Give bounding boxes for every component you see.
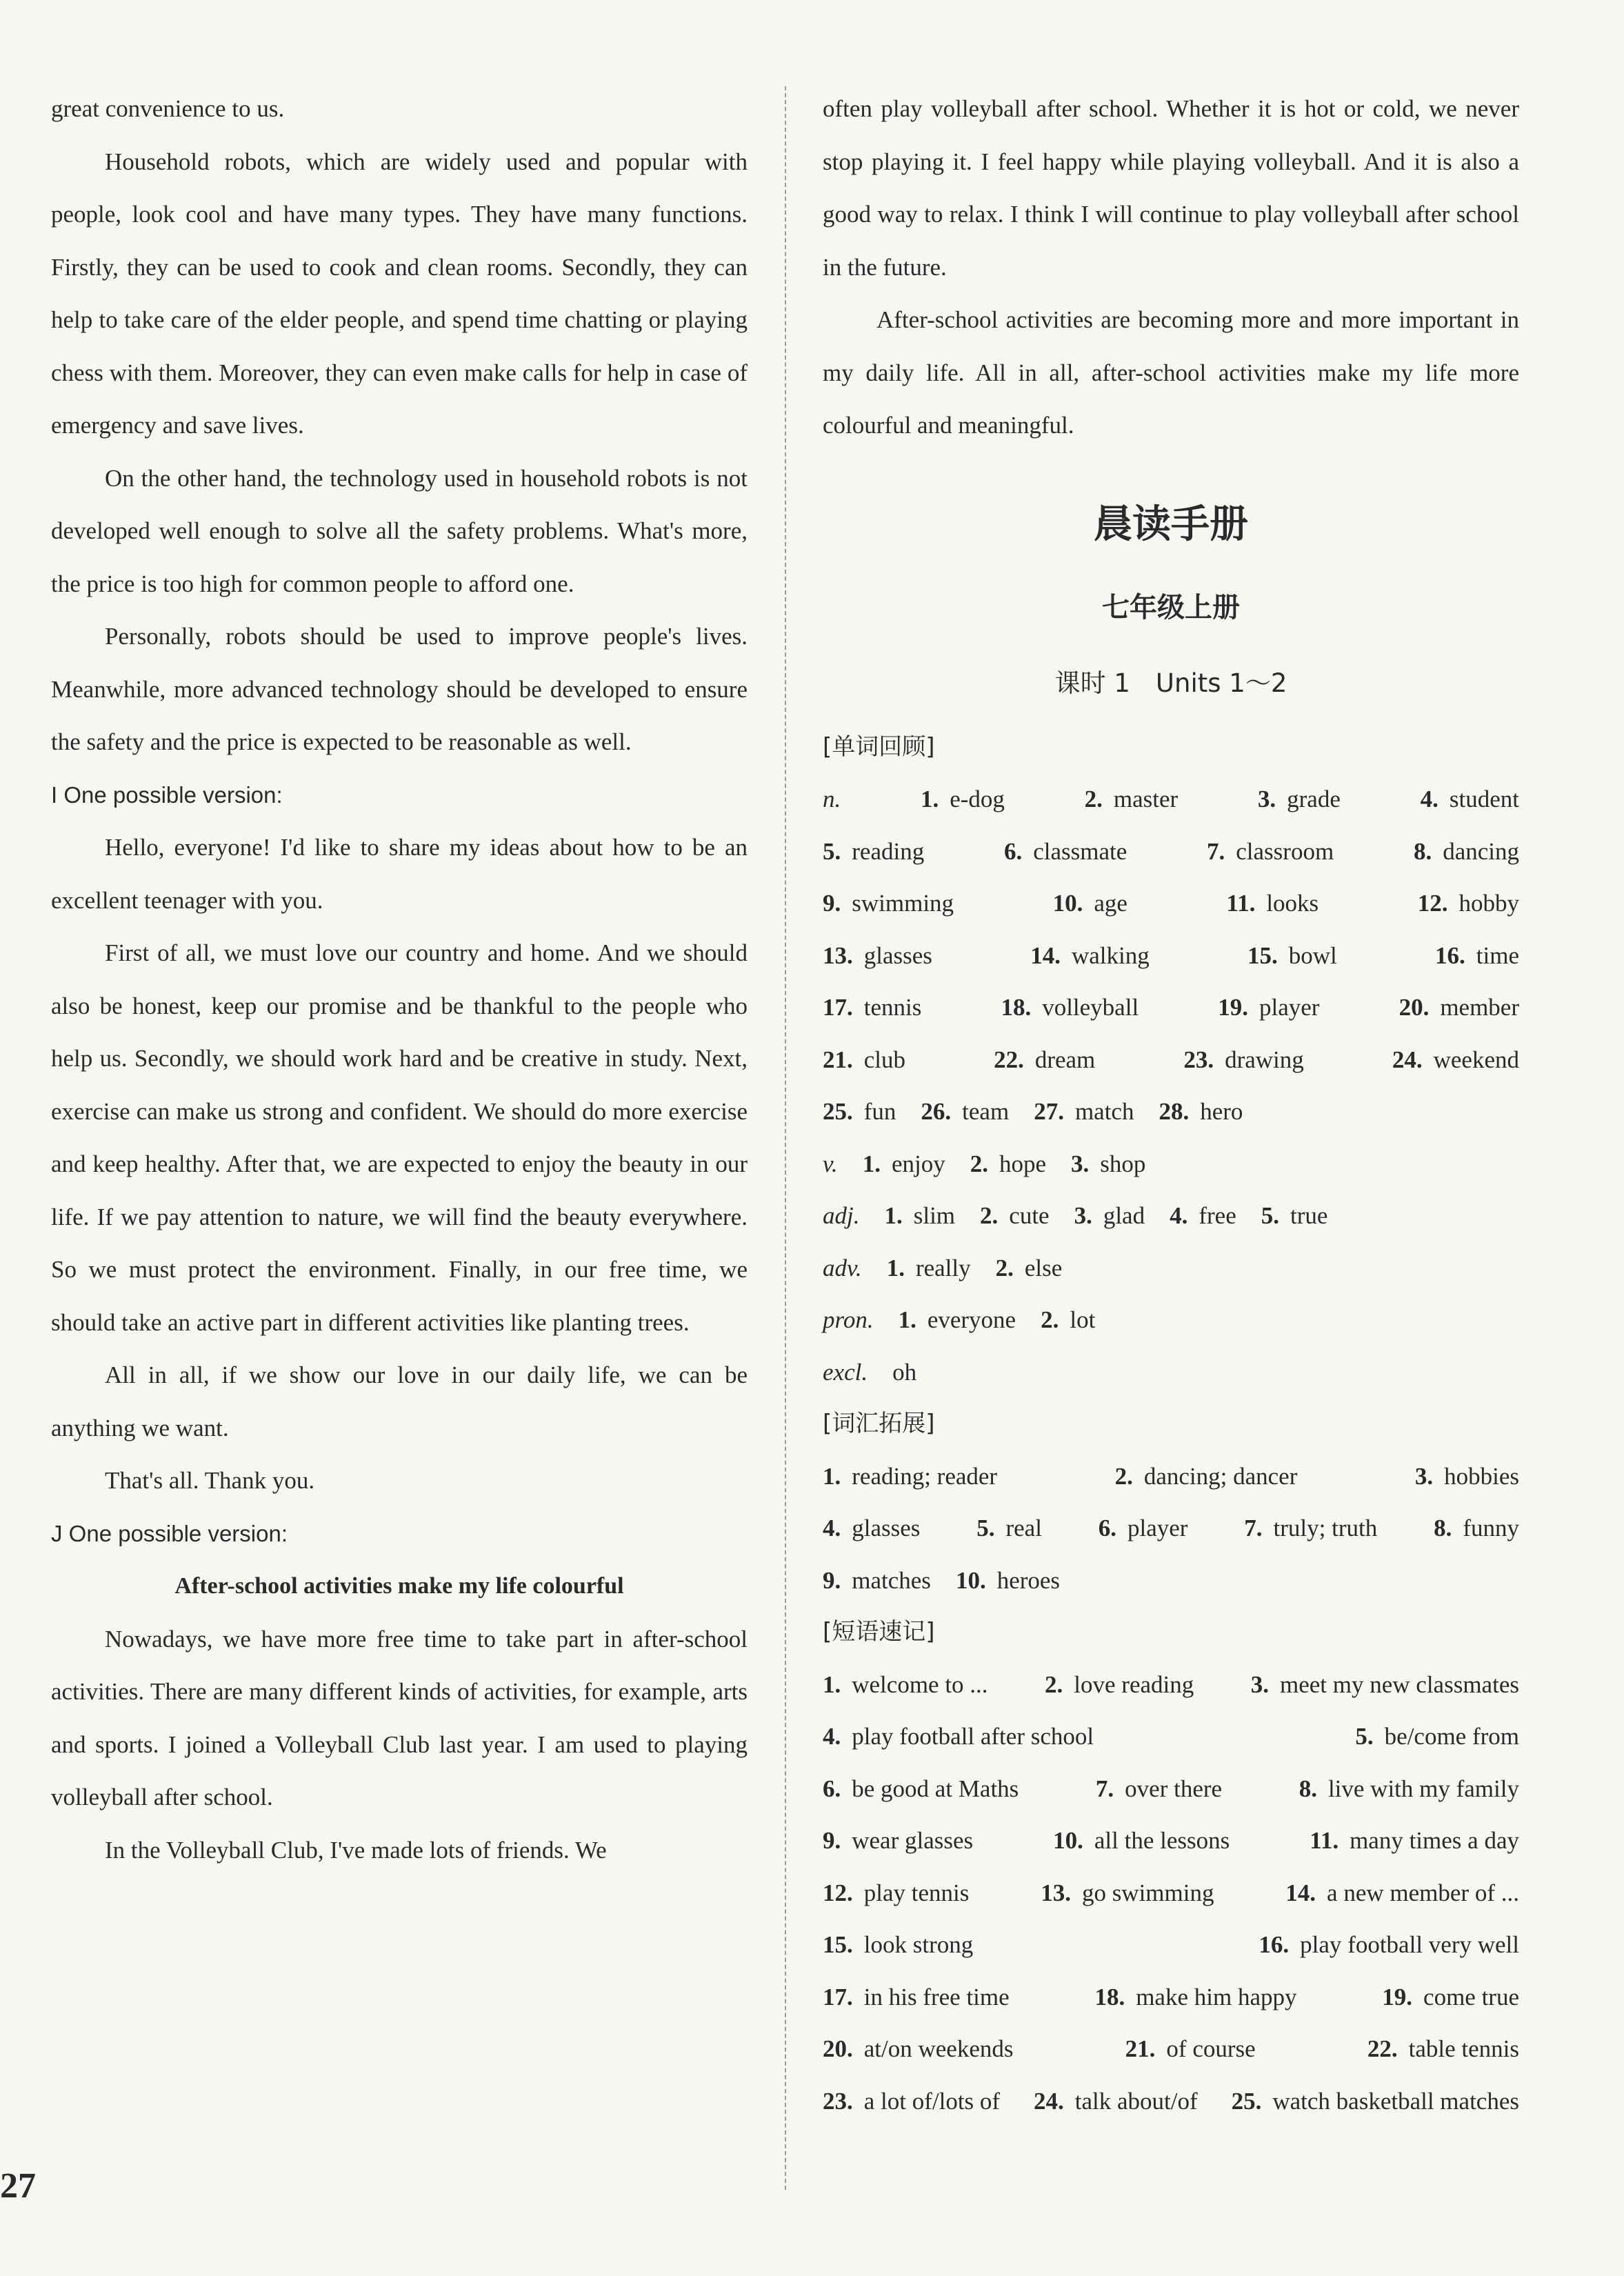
item-number: 6. <box>1003 837 1023 865</box>
item-text: many times a day <box>1350 1827 1519 1854</box>
item-number: 28. <box>1159 1098 1190 1125</box>
answer-item <box>1434 1502 1519 1555</box>
item-number: 23. <box>1183 1046 1214 1073</box>
item-number: 10. <box>955 1566 986 1594</box>
paragraph: often play volleyball after school. Whether it is hot or cold, we never stop playing it. I feel happy while playing volleyball. And it is also a good way to relax. I think I will continue to play volleyball after school in the future. <box>823 95 1519 281</box>
answer-row <box>823 1034 1519 1086</box>
item-text: real <box>1005 1515 1042 1541</box>
item-text: meet my new classmates <box>1280 1670 1519 1698</box>
item-number: 21. <box>1125 2035 1156 2062</box>
item-text: lot <box>1070 1306 1096 1333</box>
answer-item <box>823 826 924 878</box>
item-text: watch basketball matches <box>1272 2087 1519 2115</box>
column-divider <box>785 86 786 2190</box>
item-number: 1. <box>823 1462 841 1490</box>
item-number: 27. <box>1034 1098 1064 1125</box>
answer-item <box>1053 1815 1230 1867</box>
item-number: 15. <box>1247 941 1278 969</box>
answer-item <box>1041 1867 1214 1919</box>
item-number: 2. <box>1041 1306 1059 1333</box>
answer-item <box>1030 930 1150 982</box>
item-text: bowl <box>1288 941 1337 969</box>
item-number: 12. <box>1417 890 1448 917</box>
item-text: love reading <box>1074 1670 1194 1698</box>
item-number: 2. <box>980 1202 999 1229</box>
item-number: 9. <box>823 890 841 917</box>
item-text: club <box>863 1046 906 1073</box>
answer-item <box>823 1555 931 1607</box>
answer-item <box>823 1086 896 1138</box>
answer-item <box>1418 877 1519 930</box>
item-number: 19. <box>1382 1983 1413 2010</box>
item-number: 21. <box>823 1046 853 1073</box>
item-number: 24. <box>1392 1046 1423 1073</box>
answer-item <box>1071 1138 1145 1190</box>
item-text: shop <box>1100 1150 1146 1177</box>
answer-row <box>823 1502 1519 1555</box>
item-text: hope <box>999 1150 1046 1177</box>
item-text: cute <box>1009 1202 1050 1229</box>
item-text: tennis <box>863 994 922 1021</box>
excl-row <box>823 1346 1519 1399</box>
item-number: 20. <box>1399 994 1430 1021</box>
item-number: 11. <box>1226 890 1256 917</box>
answer-item <box>1001 981 1139 1034</box>
item-text: swimming <box>852 890 954 917</box>
pron-row <box>823 1294 1519 1346</box>
answer-item <box>1261 1190 1328 1242</box>
item-number: 15. <box>823 1931 853 1958</box>
item-number: 4. <box>1420 786 1438 812</box>
item-text: table tennis <box>1408 2035 1519 2062</box>
answer-item <box>1074 1190 1145 1242</box>
item-number: 8. <box>1434 1515 1452 1541</box>
answer-item <box>1299 1763 1519 1815</box>
item-text: come true <box>1423 1983 1519 2010</box>
adv-row <box>823 1242 1519 1295</box>
item-text: classmate <box>1033 837 1127 865</box>
answer-item <box>823 1919 973 1971</box>
answer-item <box>1096 1763 1222 1815</box>
answer-item <box>976 1502 1042 1555</box>
answer-item <box>970 1138 1046 1190</box>
answer-item <box>823 2023 1013 2075</box>
answer-item <box>994 1034 1095 1086</box>
answer-item <box>1183 1034 1303 1086</box>
answer-item <box>980 1190 1050 1242</box>
section-heading: 晨读手册 <box>1094 501 1248 547</box>
item-text: free <box>1199 1202 1236 1229</box>
answer-item <box>1094 1971 1296 2024</box>
item-number: 6. <box>823 1775 841 1802</box>
item-text: reading; reader <box>852 1462 998 1490</box>
item-number: 16. <box>1259 1931 1290 1958</box>
answer-item <box>1285 1867 1519 1919</box>
verb-row <box>823 1138 1519 1190</box>
item-number: 2. <box>1045 1670 1063 1698</box>
answer-item <box>823 1710 1094 1763</box>
answer-item <box>1415 1450 1519 1503</box>
item-text: dancing <box>1443 837 1519 865</box>
item-number: 2. <box>970 1150 988 1177</box>
item-number: 25. <box>823 1098 853 1125</box>
item-text: true <box>1290 1202 1328 1229</box>
item-number: 1. <box>920 786 939 812</box>
answer-row <box>823 877 1519 930</box>
item-text: member <box>1440 994 1519 1021</box>
item-number: 9. <box>823 1566 841 1594</box>
item-text: welcome to ... <box>852 1670 988 1698</box>
item-text: over there <box>1125 1775 1223 1802</box>
pos-label: adj. <box>823 1202 860 1229</box>
item-text: age <box>1094 890 1127 917</box>
answer-item <box>1310 1815 1519 1867</box>
item-number: 1. <box>886 1254 905 1281</box>
item-number: 11. <box>1310 1827 1339 1854</box>
paragraph: All in all, if we show our love in our daily life, we can be anything we want. <box>51 1361 748 1441</box>
item-number: 22. <box>994 1046 1024 1073</box>
answer-item <box>899 1294 1016 1346</box>
item-number: 10. <box>1052 890 1083 917</box>
adj-row <box>823 1190 1519 1242</box>
item-number: 12. <box>823 1879 853 1906</box>
item-number: 6. <box>1098 1515 1117 1541</box>
item-text: grade <box>1287 786 1341 812</box>
version-label-j: J One possible version: <box>51 1520 288 1546</box>
answer-item <box>823 1450 997 1503</box>
item-number: 2. <box>1114 1462 1133 1490</box>
answer-row <box>823 2023 1519 2075</box>
answer-item <box>1218 981 1319 1034</box>
item-number: 4. <box>823 1515 841 1541</box>
item-number: 5. <box>1355 1723 1374 1750</box>
phrase-list <box>823 1659 1519 2128</box>
item-text: enjoy <box>891 1150 945 1177</box>
item-number: 7. <box>1244 1515 1263 1541</box>
item-text: a new member of ... <box>1327 1879 1519 1906</box>
item-number: 8. <box>1299 1775 1317 1802</box>
answer-item <box>1232 2075 1519 2128</box>
item-number: 7. <box>1095 1775 1114 1802</box>
answer-item: oh <box>892 1358 917 1386</box>
answer-item <box>1421 773 1519 826</box>
grade-heading: 七年级上册 <box>1102 591 1240 623</box>
answer-item <box>1244 1502 1377 1555</box>
paragraph: In the Volleyball Club, I've made lots of friends. We <box>105 1836 607 1864</box>
item-number: 1. <box>862 1150 881 1177</box>
item-number: 17. <box>823 1983 853 2010</box>
answer-item <box>1099 1502 1188 1555</box>
answer-item <box>1004 826 1127 878</box>
paragraph: On the other hand, the technology used in household robots is not developed well enough to solve all the safety problems. What's more, the price is too high for common people to afford one. <box>51 464 748 597</box>
lesson-heading: 课时 1 Units 1～2 <box>1054 668 1287 698</box>
item-text: e-dog <box>950 786 1005 812</box>
answer-item <box>823 1763 1019 1815</box>
answer-item <box>1355 1710 1519 1763</box>
answer-item <box>1247 930 1337 982</box>
answer-item <box>1435 930 1519 982</box>
item-text: be/come from <box>1384 1723 1519 1750</box>
item-text: play football after school <box>852 1723 1094 1750</box>
item-text: student <box>1449 786 1519 812</box>
item-number: 2. <box>1084 786 1103 812</box>
answer-item <box>921 773 1005 826</box>
answer-item <box>823 1502 920 1555</box>
answer-item <box>1382 1971 1519 2024</box>
answer-row <box>823 826 1519 878</box>
item-text: talk about/of <box>1074 2087 1198 2115</box>
item-text: in his free time <box>863 1983 1010 2010</box>
item-text: be good at Maths <box>852 1775 1019 1802</box>
item-text: look strong <box>863 1931 974 1958</box>
answer-item <box>887 1242 971 1295</box>
answer-row <box>823 930 1519 982</box>
item-text: live with my family <box>1327 1775 1519 1802</box>
item-text: match <box>1074 1098 1134 1125</box>
item-number: 14. <box>1030 941 1061 969</box>
item-number: 18. <box>1094 1983 1125 2010</box>
item-number: 16. <box>1435 941 1465 969</box>
answer-item <box>1034 1086 1134 1138</box>
item-number: 20. <box>823 2035 853 2062</box>
answer-item <box>921 1086 1009 1138</box>
item-number: 22. <box>1367 2035 1398 2062</box>
item-text: glad <box>1103 1202 1145 1229</box>
item-text: wear glasses <box>852 1827 974 1854</box>
answer-item <box>1259 1919 1519 1971</box>
item-number: 4. <box>823 1723 841 1750</box>
paragraph: Hello, everyone! I'd like to share my ideas about how to be an excellent teenager with you. <box>51 834 748 914</box>
paragraph: Personally, robots should be used to improve people's lives. Meanwhile, more advanced technology should be developed to ensure the safety and the price is expected to be reasonable as well. <box>51 623 748 755</box>
answer-row <box>823 1867 1519 1919</box>
item-text: classroom <box>1236 837 1334 865</box>
paragraph: Nowadays, we have more free time to take part in after-school activities. There are many different kinds of activities, for example, arts and sports. I joined a Volleyball Club last year. I am used to playing volleyball after school. <box>51 1625 748 1810</box>
pos-label: v. <box>823 1150 838 1177</box>
item-text: player <box>1259 994 1320 1021</box>
paragraph: After-school activities are becoming more and more important in my daily life. All in all, after-school activities make my life more colourful and meaningful. <box>823 306 1519 439</box>
answer-item <box>1367 2023 1519 2075</box>
pos-label: pron. <box>823 1306 874 1333</box>
item-text: dancing; dancer <box>1143 1462 1298 1490</box>
item-text: glasses <box>863 941 932 969</box>
item-number: 19. <box>1218 994 1249 1021</box>
answer-item <box>996 1242 1063 1295</box>
item-text: truly; truth <box>1273 1515 1378 1541</box>
item-number: 9. <box>823 1827 841 1854</box>
answer-item <box>1251 1659 1519 1711</box>
item-text: funny <box>1463 1515 1519 1541</box>
item-text: walking <box>1071 941 1150 969</box>
answer-item <box>823 930 932 982</box>
answer-row <box>823 1450 1519 1503</box>
vocab-list <box>823 1450 1519 1607</box>
item-text: volleyball <box>1042 994 1139 1021</box>
answer-item <box>1207 826 1334 878</box>
item-text: hero <box>1200 1098 1243 1125</box>
answer-row <box>823 1763 1519 1815</box>
item-text: at/on weekends <box>863 2035 1014 2062</box>
essay-title: After-school activities make my life colourful <box>174 1573 624 1599</box>
item-number: 5. <box>976 1515 995 1541</box>
item-text: fun <box>863 1098 896 1125</box>
item-text: everyone <box>927 1306 1016 1333</box>
answer-row <box>823 773 1519 826</box>
item-text: reading <box>852 837 925 865</box>
item-number: 1. <box>884 1202 903 1229</box>
item-text: go swimming <box>1081 1879 1214 1906</box>
answer-item <box>823 2075 1000 2128</box>
answer-item <box>823 1867 969 1919</box>
item-text: team <box>962 1098 1010 1125</box>
item-text: matches <box>852 1566 931 1594</box>
item-text: play football very well <box>1300 1931 1519 1958</box>
answer-row <box>823 1971 1519 2024</box>
item-text: else <box>1024 1254 1063 1281</box>
item-number: 3. <box>1074 1202 1092 1229</box>
answer-item <box>1414 826 1519 878</box>
answer-row <box>823 1919 1519 1971</box>
pos-label: adv. <box>823 1254 862 1281</box>
answer-row <box>823 1086 1519 1138</box>
paragraph: Household robots, which are widely used and popular with people, look cool and have many types. They have many functions. Firstly, they can be used to cook and clean rooms. Secondly, they can help to take care of the elder people, and spend time chatting or playing chess with them. Moreover, they can even make calls for help in case of emergency and save lives. <box>51 148 748 439</box>
item-text: drawing <box>1225 1046 1304 1073</box>
answer-item <box>823 1971 1010 2024</box>
right-column <box>823 83 1519 2127</box>
item-number: 23. <box>823 2087 853 2115</box>
paragraph: That's all. Thank you. <box>105 1467 315 1494</box>
answer-item <box>1125 2023 1256 2075</box>
item-number: 10. <box>1053 1827 1083 1854</box>
item-text: make him happy <box>1136 1983 1297 2010</box>
answer-item <box>823 1815 973 1867</box>
item-number: 26. <box>921 1098 952 1125</box>
item-number: 3. <box>1071 1150 1090 1177</box>
item-number: 14. <box>1285 1879 1316 1906</box>
page-number: 27 <box>0 2166 36 2206</box>
item-number: 8. <box>1413 837 1432 865</box>
item-number: 1. <box>823 1670 841 1698</box>
item-text: all the lessons <box>1094 1827 1230 1854</box>
answer-item <box>1085 773 1179 826</box>
version-label-i: I One possible version: <box>51 781 283 808</box>
answer-item <box>1399 981 1519 1034</box>
paragraph: great convenience to us. <box>51 95 285 122</box>
answer-item <box>823 981 921 1034</box>
item-text: master <box>1113 786 1179 812</box>
item-number: 18. <box>1001 994 1032 1021</box>
answer-row <box>823 1815 1519 1867</box>
item-text: player <box>1127 1515 1188 1541</box>
item-text: heroes <box>996 1566 1061 1594</box>
item-number: 13. <box>823 941 853 969</box>
item-text: hobby <box>1458 890 1519 917</box>
answer-item <box>823 1659 988 1711</box>
item-text: dream <box>1034 1046 1096 1073</box>
answer-item <box>1227 877 1319 930</box>
item-text: of course <box>1166 2035 1256 2062</box>
vocab-expansion-label: [词汇拓展] <box>823 1410 935 1437</box>
item-text: weekend <box>1433 1046 1519 1073</box>
answer-item <box>1159 1086 1243 1138</box>
item-number: 3. <box>1250 1670 1269 1698</box>
pos-label: excl. <box>823 1358 868 1386</box>
answer-item <box>823 1034 905 1086</box>
item-text: play tennis <box>863 1879 970 1906</box>
answer-row <box>823 1659 1519 1711</box>
pos-label: n. <box>823 786 841 812</box>
answer-row <box>823 981 1519 1034</box>
item-number: 1. <box>898 1306 916 1333</box>
answer-item <box>863 1138 945 1190</box>
item-text: slim <box>913 1202 956 1229</box>
item-text: glasses <box>852 1515 921 1541</box>
answer-item <box>956 1555 1060 1607</box>
item-number: 25. <box>1231 2087 1262 2115</box>
answer-item <box>1045 1659 1194 1711</box>
item-text: time <box>1476 941 1519 969</box>
answer-row <box>823 1710 1519 1763</box>
item-text: really <box>915 1254 971 1281</box>
answer-item <box>1392 1034 1519 1086</box>
item-number: 17. <box>823 994 853 1021</box>
item-number: 13. <box>1041 1879 1071 1906</box>
word-review-label: [单词回顾] <box>823 732 935 761</box>
answer-item <box>884 1190 955 1242</box>
answer-row <box>823 1555 1519 1607</box>
item-number: 3. <box>1257 786 1276 812</box>
paragraph: First of all, we must love our country and home. And we should also be honest, keep our promise and be thankful to the people who help us. Secondly, we should work hard and be creative in study. Next, exercise can make us strong and confident. We should do more exercise and keep healthy. After that, we are expected to enjoy the beauty in our life. If we pay attention to nature, we will find the beauty everywhere. So we must protect the environment. Finally, in our free time, we should take an active part in different activities like planting trees. <box>51 939 748 1336</box>
answer-row <box>823 2075 1519 2128</box>
left-column <box>51 83 748 1877</box>
phrase-memo-label: [短语速记] <box>823 1618 935 1646</box>
answer-item <box>1258 773 1341 826</box>
item-number: 7. <box>1207 837 1225 865</box>
item-number: 2. <box>995 1254 1014 1281</box>
answer-item <box>1115 1450 1298 1503</box>
item-text: looks <box>1266 890 1319 917</box>
answer-item <box>1041 1294 1095 1346</box>
answer-item <box>1170 1190 1236 1242</box>
item-text: a lot of/lots of <box>863 2087 1001 2115</box>
item-text: hobbies <box>1444 1462 1519 1490</box>
item-number: 3. <box>1414 1462 1434 1490</box>
item-number: 5. <box>823 837 841 865</box>
item-number: 5. <box>1261 1202 1279 1229</box>
item-number: 24. <box>1034 2087 1064 2115</box>
answer-item <box>1034 2075 1198 2128</box>
answer-item <box>823 877 954 930</box>
answer-item <box>1053 877 1127 930</box>
noun-list <box>823 773 1519 1138</box>
item-number: 4. <box>1170 1202 1188 1229</box>
